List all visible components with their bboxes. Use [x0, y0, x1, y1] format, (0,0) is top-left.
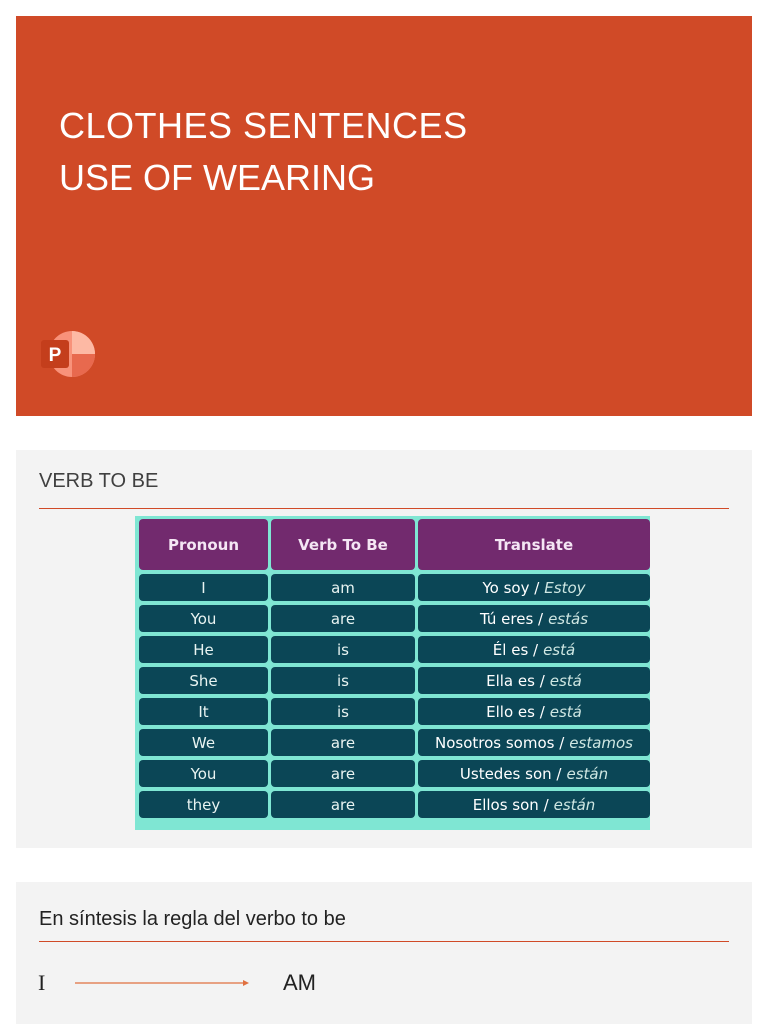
title-slide[interactable]	[16, 16, 752, 416]
heading-divider	[39, 508, 729, 509]
cell-translate	[418, 791, 650, 818]
verb-rule-slide[interactable]	[16, 882, 752, 1024]
cell-translate	[418, 729, 650, 756]
translate-text: Yo soy /	[482, 578, 540, 597]
slide-subtitle: USE OF WEARING	[59, 157, 376, 198]
cell-verb: are	[271, 760, 415, 787]
translate-text: Ella es /	[486, 671, 545, 690]
verb-to-be-table	[135, 516, 650, 830]
cell-verb: is	[271, 698, 415, 725]
translate-alt-text: está	[543, 640, 576, 659]
rule-verb: AM	[283, 970, 316, 995]
cell-pronoun: He	[139, 636, 268, 663]
cell-translate	[418, 667, 650, 694]
cell-pronoun: We	[139, 729, 268, 756]
translate-text: Ellos son /	[472, 795, 549, 814]
arrow-right-icon	[75, 976, 251, 990]
cell-pronoun: they	[139, 791, 268, 818]
translate-text: Nosotros somos /	[434, 733, 565, 752]
cell-verb: is	[271, 636, 415, 663]
slide-heading: En síntesis la regla del verbo to be	[39, 908, 346, 930]
powerpoint-icon	[40, 330, 96, 378]
translate-text: Tú eres /	[479, 609, 544, 628]
cell-pronoun: You	[139, 760, 268, 787]
translate-alt-text: está	[549, 702, 582, 721]
heading-divider	[39, 941, 729, 942]
cell-pronoun: You	[139, 605, 268, 632]
translate-alt-text: está	[549, 671, 582, 690]
column-header-verb: Verb To Be	[271, 519, 415, 570]
translate-text: Ello es /	[486, 702, 545, 721]
cell-translate	[418, 698, 650, 725]
cell-pronoun: She	[139, 667, 268, 694]
verb-to-be-slide[interactable]	[16, 450, 752, 848]
cell-translate	[418, 760, 650, 787]
translate-alt-text: Estoy	[544, 578, 586, 597]
cell-pronoun: It	[139, 698, 268, 725]
translate-alt-text: estamos	[569, 733, 634, 752]
cell-translate	[418, 605, 650, 632]
cell-translate	[418, 636, 650, 663]
cell-verb: are	[271, 605, 415, 632]
translate-text: Él es /	[492, 640, 539, 659]
cell-verb: are	[271, 729, 415, 756]
cell-verb: is	[271, 667, 415, 694]
column-header-pronoun: Pronoun	[139, 519, 268, 570]
cell-verb: am	[271, 574, 415, 601]
translate-alt-text: estás	[548, 609, 589, 628]
cell-translate	[418, 574, 650, 601]
cell-pronoun: I	[139, 574, 268, 601]
translate-alt-text: están	[566, 764, 609, 783]
translate-alt-text: están	[553, 795, 596, 814]
slide-heading: VERB TO BE	[39, 470, 159, 492]
rule-pronoun: I	[38, 970, 46, 995]
translate-text: Ustedes son /	[459, 764, 562, 783]
cell-verb: are	[271, 791, 415, 818]
powerpoint-icon-letter: P	[48, 345, 62, 366]
slide-title: CLOTHES SENTENCES	[59, 105, 468, 146]
column-header-translate: Translate	[418, 519, 650, 570]
